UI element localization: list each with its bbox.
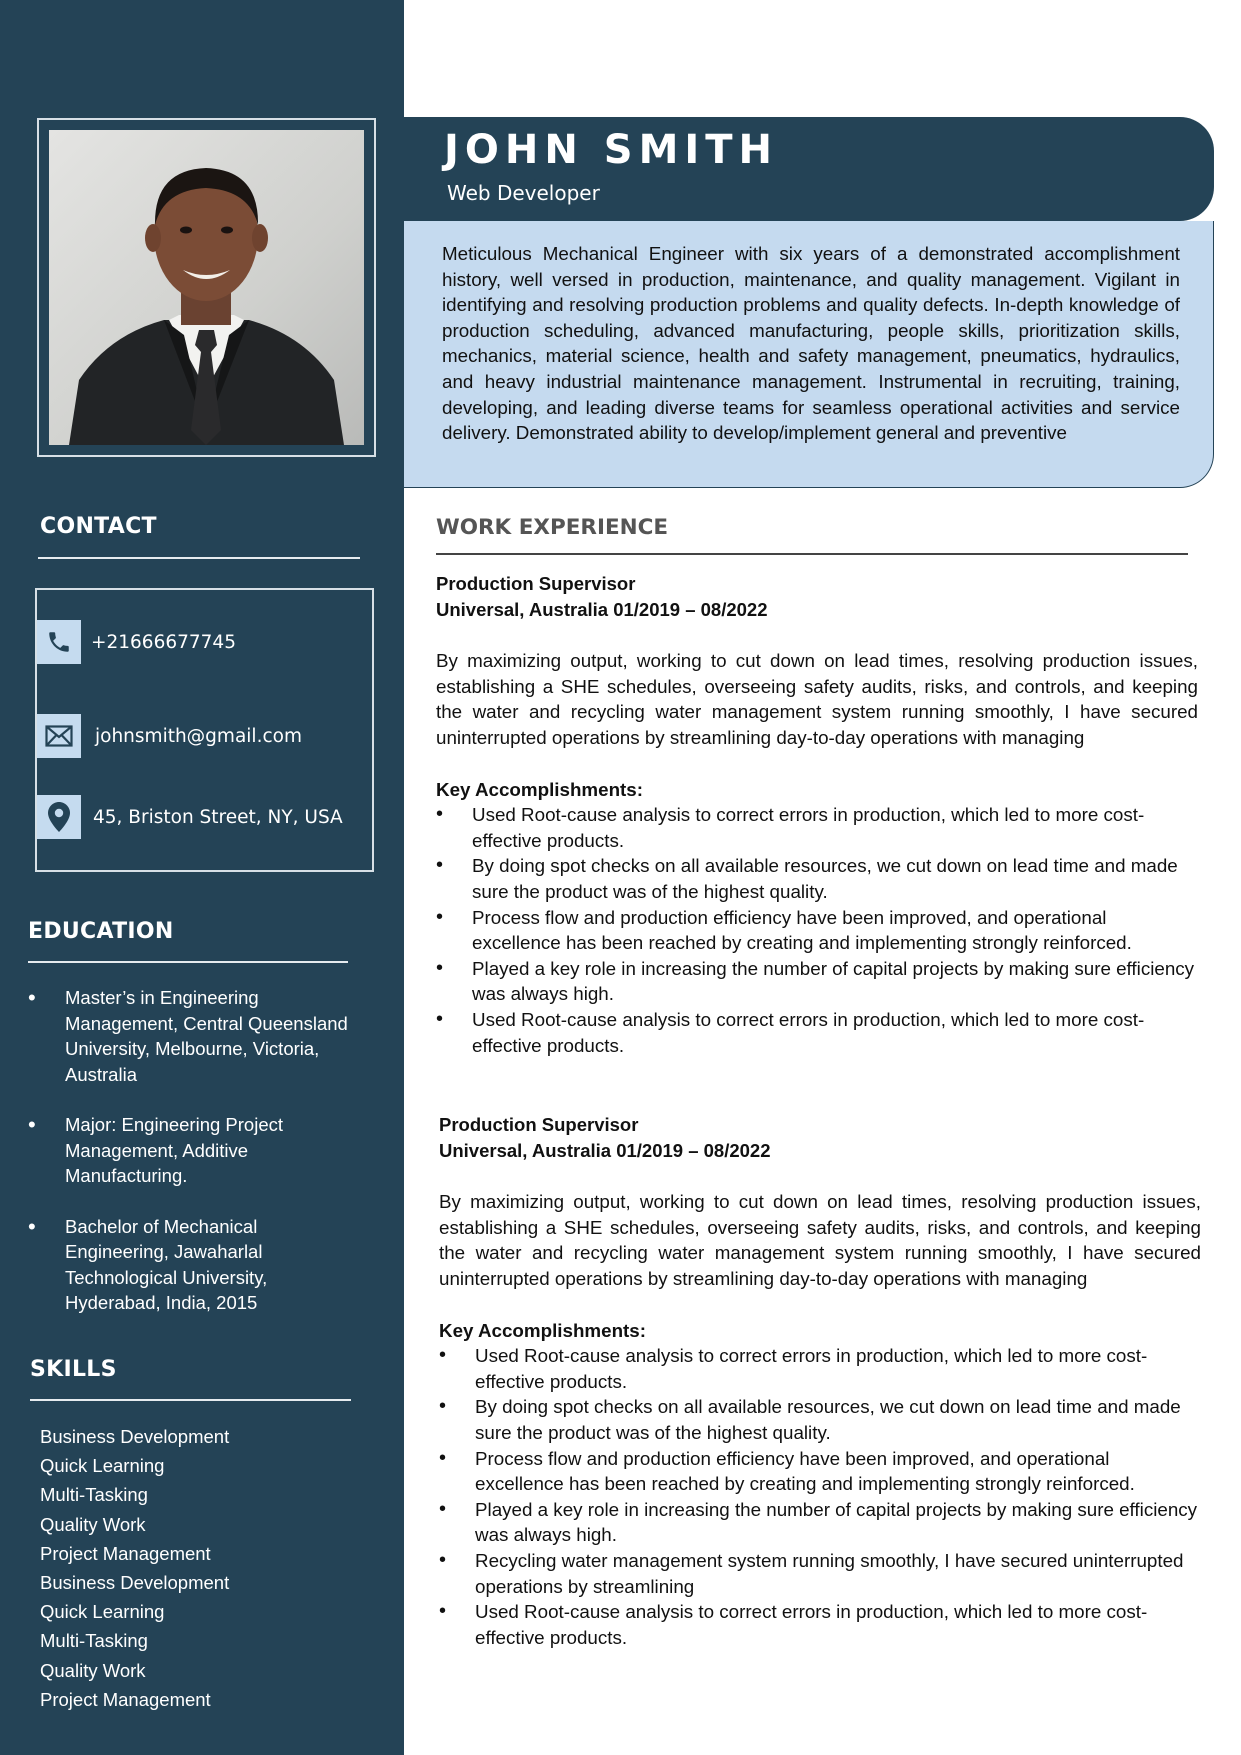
accomplishment-item: • Played a key role in increasing the number of capital projects by making sure efficiency was always high. [436, 956, 1198, 1007]
location-pin-icon [37, 795, 81, 839]
education-item: • Major: Engineering Project Management, Additive Manufacturing. [28, 1112, 358, 1189]
accomplishment-item: • By doing spot checks on all available resources, we cut down on lead time and made sure the product was of the highest quality. [436, 853, 1198, 904]
accomplishments-list [436, 802, 1198, 1058]
job-title: Production Supervisor [439, 1114, 639, 1135]
job-entry [439, 1112, 1201, 1650]
education-heading: EDUCATION [28, 919, 174, 944]
job-description: By maximizing output, working to cut down on lead times, resolving production issues, establishing a SHE schedules, overseeing safety audits, risks, and controls, and keeping the water and recycling water management system running smoothly, I have secured uninterrupted operations by streamlining day-to-day operations with managing [439, 1191, 1201, 1289]
accomplishment-item: • Used Root-cause analysis to correct errors in production, which led to more cost-effective products. [439, 1343, 1201, 1394]
accomplishment-item: • Used Root-cause analysis to correct errors in production, which led to more cost-effective products. [436, 1007, 1198, 1058]
accomplishment-item: • Process flow and production efficiency have been improved, and operational excellence has been reached by creating and implementing strongly reinforced. [436, 905, 1198, 956]
education-item: • Master’s in Engineering Management, Central Queensland University, Melbourne, Victoria, Australia [28, 985, 358, 1087]
accomplishment-item: • By doing spot checks on all available resources, we cut down on lead time and made sure the product was of the highest quality. [439, 1394, 1201, 1445]
name-banner [404, 117, 1214, 221]
contact-address: 45, Briston Street, NY, USA [93, 806, 343, 828]
work-experience-divider [436, 553, 1188, 555]
skills-divider [30, 1399, 351, 1401]
skills-heading: SKILLS [30, 1357, 117, 1382]
education-item: • Bachelor of Mechanical Engineering, Jawaharlal Technological University, Hyderabad, India, 2015 [28, 1214, 358, 1316]
skill-item: Quick Learning [40, 1601, 165, 1623]
contact-address-row [37, 795, 343, 839]
summary-panel [404, 221, 1214, 488]
skill-item: Quality Work [40, 1513, 146, 1535]
contact-heading: CONTACT [40, 514, 157, 539]
job-company-dates: Universal, Australia 01/2019 – 08/2022 [439, 1139, 771, 1161]
skill-item: Quality Work [40, 1659, 146, 1681]
education-divider [28, 961, 348, 963]
contact-box [35, 588, 374, 872]
job-company-dates: Universal, Australia 01/2019 – 08/2022 [436, 598, 768, 620]
skill-item: Business Development [40, 1572, 230, 1594]
work-experience-heading: WORK EXPERIENCE [436, 515, 669, 540]
key-accomplishments-label: Key Accomplishments: [439, 1319, 646, 1341]
phone-icon [37, 620, 81, 664]
key-accomplishments-label: Key Accomplishments: [436, 778, 643, 800]
skill-item: Business Development [40, 1426, 230, 1447]
contact-divider [38, 557, 360, 559]
candidate-role: Web Developer [447, 181, 600, 205]
accomplishment-item: • Used Root-cause analysis to correct errors in production, which led to more cost-effective products. [436, 802, 1198, 853]
mail-icon [37, 714, 81, 758]
skill-item: Project Management [40, 1542, 211, 1564]
accomplishment-item: • Used Root-cause analysis to correct errors in production, which led to more cost-effective products. [439, 1599, 1201, 1650]
contact-email[interactable]: johnsmith@gmail.com [95, 725, 302, 747]
skill-item: Multi-Tasking [40, 1484, 148, 1506]
accomplishments-list [439, 1343, 1201, 1650]
candidate-name: JOHN SMITH [444, 127, 779, 173]
accomplishment-item: • Played a key role in increasing the number of capital projects by making sure efficiency was always high. [439, 1497, 1201, 1548]
job-description: By maximizing output, working to cut down on lead times, resolving production issues, establishing a SHE schedules, overseeing safety audits, risks, and controls, and keeping the water and recycling water management system running smoothly, I have secured uninterrupted operations by streamlining day-to-day operations with managing [436, 650, 1198, 748]
profile-photo [49, 130, 364, 445]
sidebar [0, 0, 404, 1755]
skills-list [40, 1422, 229, 1714]
contact-phone-row [37, 620, 236, 664]
skill-item: Multi-Tasking [40, 1630, 148, 1652]
education-list [28, 985, 358, 1341]
portrait-illustration [49, 130, 364, 445]
job-entry [436, 571, 1198, 1058]
accomplishment-item: • Process flow and production efficiency have been improved, and operational excellence has been reached by creating and implementing strongly reinforced. [439, 1446, 1201, 1497]
accomplishment-item: • Recycling water management system running smoothly, I have secured uninterrupted operations by streamlining [439, 1548, 1201, 1599]
contact-phone[interactable]: +21666677745 [91, 631, 236, 653]
skill-item: Quick Learning [40, 1455, 165, 1477]
skill-item: Project Management [40, 1688, 211, 1710]
profile-summary: Meticulous Mechanical Engineer with six years of a demonstrated accomplishment history, well versed in production, maintenance, and quality management. Vigilant in identifying and resolving production problems and quality defects. In-depth knowledge of production scheduling, advanced manufacturing, people skills, prioritization skills, mechanics, material science, health and safety management, pneumatics, hydraulics, and heavy industrial maintenance management. Instrumental in recruiting, training, developing, and leading diverse teams for seamless operational activities and service delivery. Demonstrated ability to develop/implement general and preventive [442, 243, 1180, 444]
contact-email-row [37, 714, 302, 758]
profile-photo-frame [37, 118, 376, 457]
job-title: Production Supervisor [436, 573, 636, 594]
